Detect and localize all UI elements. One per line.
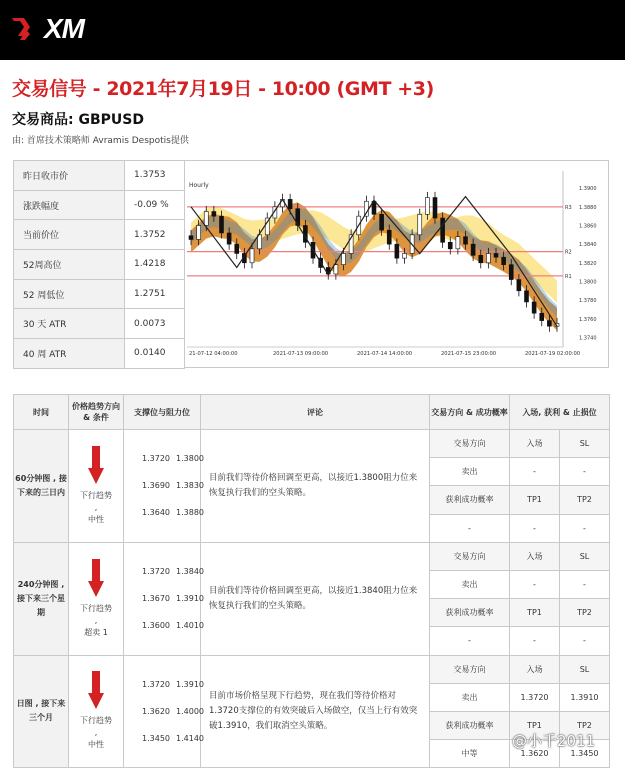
trade-cell: - bbox=[560, 514, 610, 542]
trade-cell: 1.3620 bbox=[510, 740, 560, 768]
trend-cell bbox=[69, 542, 124, 655]
trade-cell: 卖出 bbox=[430, 458, 510, 486]
watermark: @小千2011 bbox=[512, 732, 596, 750]
header-direction: 交易方向 & 成功概率 bbox=[430, 395, 510, 430]
stat-label: 40 周 ATR bbox=[14, 339, 125, 369]
support-level: 1.3620 bbox=[142, 706, 170, 716]
trade-cell: TP1 bbox=[510, 711, 560, 739]
price-chart bbox=[185, 160, 609, 368]
candle-body bbox=[212, 212, 216, 217]
stats-row bbox=[14, 161, 185, 191]
trend-condition: 中性 bbox=[88, 740, 104, 750]
resistance-level: 1.4140 bbox=[176, 733, 204, 743]
candle-body bbox=[494, 253, 498, 257]
trade-cell: - bbox=[560, 458, 610, 486]
x-tick-label: 2021-07-14 14:00:00 bbox=[357, 351, 413, 357]
level-row bbox=[142, 698, 204, 725]
comment-cell: 目前我们等待价格回调至更高，以接近1.3840阻力位来恢复执行我们的空头策略。 bbox=[201, 542, 430, 655]
resistance-level: 1.3800 bbox=[176, 454, 204, 464]
support-level: 1.3720 bbox=[142, 679, 170, 689]
level-label: R1 bbox=[565, 273, 572, 280]
level-row bbox=[142, 558, 204, 585]
resistance-level: 1.4010 bbox=[176, 621, 204, 631]
trade-cell: - bbox=[510, 570, 560, 598]
candle-body bbox=[532, 302, 536, 313]
table-header-row bbox=[14, 395, 610, 430]
candle-body bbox=[387, 230, 391, 244]
stats-row bbox=[14, 339, 185, 369]
candle-body bbox=[227, 233, 231, 244]
stats-table bbox=[13, 160, 185, 369]
trade-cell: SL bbox=[560, 542, 610, 570]
y-tick-label: 1.3900 bbox=[579, 186, 597, 193]
support-level: 1.3670 bbox=[142, 594, 170, 604]
trade-cell: - bbox=[430, 627, 510, 655]
trade-cell: TP2 bbox=[560, 599, 610, 627]
resistance-level: 1.3840 bbox=[176, 567, 204, 577]
resistance-level: 1.4000 bbox=[176, 706, 204, 716]
x-tick-label: 2021-07-13 09:00:00 bbox=[273, 351, 329, 357]
logo-text: XM bbox=[44, 13, 84, 44]
resistance-level: 1.3910 bbox=[176, 594, 204, 604]
header-entry: 入场, 获利 & 止损位 bbox=[510, 395, 610, 430]
trade-cell: TP1 bbox=[510, 486, 560, 514]
candle-body bbox=[342, 253, 346, 264]
candle-body bbox=[479, 255, 483, 262]
trade-cell: TP1 bbox=[510, 599, 560, 627]
trend-condition: 超卖 1 bbox=[84, 627, 108, 637]
candle-body bbox=[204, 212, 208, 226]
trade-cell: 入场 bbox=[510, 655, 560, 683]
candle-body bbox=[189, 236, 193, 240]
stat-value: 0.0073 bbox=[125, 309, 185, 339]
stat-value: 0.0140 bbox=[125, 339, 185, 369]
candle-body bbox=[540, 313, 544, 320]
stat-label: 涨跌幅度 bbox=[14, 190, 125, 220]
resistance-level: 1.3910 bbox=[176, 679, 204, 689]
y-tick-label: 1.3880 bbox=[579, 204, 597, 211]
y-tick-label: 1.3860 bbox=[579, 223, 597, 230]
resistance-level: 1.3880 bbox=[176, 508, 204, 518]
stats-row bbox=[14, 279, 185, 309]
candle-body bbox=[380, 214, 384, 230]
x-tick-label: 2021-07-19 02:00:00 bbox=[525, 351, 581, 357]
trade-cell: 交易方向 bbox=[430, 430, 510, 458]
candle-body bbox=[456, 237, 460, 249]
candle-body bbox=[288, 199, 292, 208]
support-level: 1.3720 bbox=[142, 567, 170, 577]
down-arrow-icon bbox=[88, 671, 104, 709]
support-level: 1.3450 bbox=[142, 733, 170, 743]
trade-cell: 获利成功概率 bbox=[430, 711, 510, 739]
stat-label: 昨日收市价 bbox=[14, 161, 125, 191]
candle-body bbox=[258, 235, 262, 249]
stat-value: 1.2751 bbox=[125, 279, 185, 309]
candle-body bbox=[250, 249, 254, 263]
stats-row bbox=[14, 309, 185, 339]
levels-cell bbox=[124, 655, 204, 768]
header-levels: 支撑位与阻力位 bbox=[124, 395, 201, 430]
candle-body bbox=[433, 198, 437, 219]
price-chart-svg bbox=[185, 161, 609, 369]
trade-cell: - bbox=[510, 627, 560, 655]
candle-body bbox=[471, 244, 475, 255]
stats-row bbox=[14, 190, 185, 220]
stat-label: 52周高位 bbox=[14, 250, 125, 280]
trend-cell bbox=[69, 655, 124, 768]
candle-body bbox=[403, 253, 407, 258]
chart-title: Hourly bbox=[189, 182, 209, 189]
trend-label: 下行趋势 bbox=[80, 603, 112, 613]
trend-cell bbox=[69, 430, 124, 543]
xm-logo[interactable] bbox=[12, 14, 84, 44]
support-level: 1.3640 bbox=[142, 508, 170, 518]
stat-value: 1.3753 bbox=[125, 161, 185, 191]
table-row bbox=[14, 542, 610, 570]
candle-body bbox=[525, 291, 529, 302]
trade-cell: - bbox=[560, 627, 610, 655]
levels-cell bbox=[124, 542, 204, 655]
stats-row bbox=[14, 220, 185, 250]
byline: 由: 首席技术策略师 Avramis Despotis提供 bbox=[12, 136, 189, 146]
table-row bbox=[14, 430, 610, 458]
trade-cell: 交易方向 bbox=[430, 542, 510, 570]
header-comment: 评论 bbox=[201, 395, 430, 430]
comment-cell: 目前我们等待价格回调至更高，以接近1.3800阻力位来恢复执行我们的空头策略。 bbox=[201, 430, 430, 543]
x-tick-label: 2021-07-15 23:00:00 bbox=[441, 351, 497, 357]
level-row bbox=[142, 612, 204, 639]
level-label: R2 bbox=[565, 249, 572, 256]
support-level: 1.3690 bbox=[142, 481, 170, 491]
x-tick-label: 21-07-12 04:00:00 bbox=[189, 351, 238, 357]
candle-body bbox=[517, 280, 521, 291]
candle-body bbox=[197, 225, 201, 239]
candle-body bbox=[464, 237, 468, 244]
stat-label: 52 周低位 bbox=[14, 279, 125, 309]
header-time: 时间 bbox=[14, 395, 69, 430]
trade-cell: SL bbox=[560, 430, 610, 458]
down-arrow-icon bbox=[88, 559, 104, 597]
trade-cell: TP2 bbox=[560, 711, 610, 739]
header-trend: 价格趋势方向 & 条件 bbox=[69, 395, 124, 430]
level-row bbox=[142, 445, 204, 472]
candle-body bbox=[441, 218, 445, 242]
top-bar bbox=[0, 0, 625, 60]
y-tick-label: 1.3800 bbox=[579, 279, 597, 286]
level-row bbox=[142, 585, 204, 612]
level-row bbox=[142, 499, 204, 526]
trade-cell: 入场 bbox=[510, 430, 560, 458]
candle-body bbox=[334, 265, 338, 274]
candle-body bbox=[502, 257, 506, 264]
y-tick-label: 1.3780 bbox=[579, 298, 597, 305]
stat-value: 1.4218 bbox=[125, 250, 185, 280]
trend-separator: , bbox=[94, 728, 98, 738]
candle-body bbox=[235, 244, 239, 253]
trend-separator: , bbox=[94, 502, 98, 512]
timeframe-cell: 240分钟图 , 接下来三个星期 bbox=[14, 542, 69, 655]
candle-body bbox=[448, 242, 452, 249]
comment-cell: 目前市场价格呈现下行趋势，现在我们等待价格对1.3720支撑位的有效突破后入场做空，仅当上行有效突破1.3910，我们取消空头策略。 bbox=[201, 655, 430, 768]
levels-cell bbox=[124, 430, 204, 543]
y-tick-label: 1.3820 bbox=[579, 260, 597, 267]
candle-body bbox=[418, 214, 422, 235]
trade-cell: 入场 bbox=[510, 542, 560, 570]
trade-cell: 交易方向 bbox=[430, 655, 510, 683]
page-title: 交易信号 - 2021年7月19日 - 10:00 (GMT +3) bbox=[12, 78, 434, 100]
trade-cell: TP2 bbox=[560, 486, 610, 514]
trade-cell: 1.3910 bbox=[560, 683, 610, 711]
candle-body bbox=[547, 321, 551, 327]
timeframe-cell: 60分钟图 , 接下来的三日内 bbox=[14, 430, 69, 543]
trend-condition: 中性 bbox=[88, 514, 104, 524]
candle-body bbox=[220, 216, 224, 233]
candle-body bbox=[425, 198, 429, 215]
logo-mark-icon bbox=[12, 16, 42, 42]
trade-cell: 1.3720 bbox=[510, 683, 560, 711]
resistance-level: 1.3830 bbox=[176, 481, 204, 491]
trade-cell: 卖出 bbox=[430, 683, 510, 711]
level-row bbox=[142, 725, 204, 752]
candle-body bbox=[486, 253, 490, 262]
trade-cell: 中等 bbox=[430, 740, 510, 768]
table-row bbox=[14, 655, 610, 683]
candle-body bbox=[509, 265, 513, 280]
trend-label: 下行趋势 bbox=[80, 490, 112, 500]
support-level: 1.3600 bbox=[142, 621, 170, 631]
trade-cell: - bbox=[510, 458, 560, 486]
signals-table bbox=[13, 394, 610, 768]
y-tick-label: 1.3740 bbox=[579, 335, 597, 342]
y-tick-label: 1.3760 bbox=[579, 316, 597, 323]
stats-row bbox=[14, 250, 185, 280]
trade-cell: 1.3450 bbox=[560, 740, 610, 768]
trade-cell: 获利成功概率 bbox=[430, 486, 510, 514]
trend-label: 下行趋势 bbox=[80, 716, 112, 726]
stat-value: 1.3752 bbox=[125, 220, 185, 250]
y-tick-label: 1.3840 bbox=[579, 242, 597, 249]
stat-value: -0.09 % bbox=[125, 190, 185, 220]
candle-body bbox=[395, 244, 399, 258]
timeframe-cell: 日图 , 接下来三个月 bbox=[14, 655, 69, 768]
stat-label: 30 天 ATR bbox=[14, 309, 125, 339]
support-level: 1.3720 bbox=[142, 454, 170, 464]
product-name: 交易商品: GBPUSD bbox=[12, 112, 144, 128]
trade-cell: 卖出 bbox=[430, 570, 510, 598]
trade-cell: - bbox=[430, 514, 510, 542]
level-label: R3 bbox=[565, 204, 572, 211]
stat-label: 当前价位 bbox=[14, 220, 125, 250]
trade-cell: - bbox=[560, 570, 610, 598]
trend-separator: , bbox=[94, 615, 98, 625]
trade-cell: SL bbox=[560, 655, 610, 683]
down-arrow-icon bbox=[88, 446, 104, 484]
trade-cell: - bbox=[510, 514, 560, 542]
trade-cell: 获利成功概率 bbox=[430, 599, 510, 627]
level-row bbox=[142, 472, 204, 499]
level-row bbox=[142, 671, 204, 698]
